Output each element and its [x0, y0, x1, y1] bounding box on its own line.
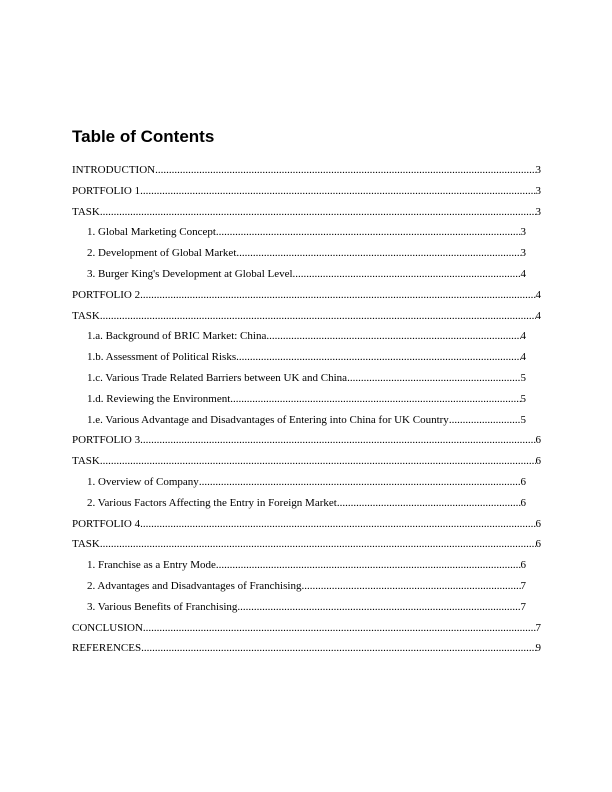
toc-entry-row: [72, 285, 541, 306]
toc-title: Table of Contents: [72, 127, 215, 146]
toc-entry[interactable]: [0, 410, 612, 431]
toc-entry[interactable]: [0, 493, 612, 514]
toc-entry-label: PORTFOLIO 3: [72, 434, 141, 447]
toc-entry-page-number: 7: [535, 621, 541, 634]
toc-entry-label: 1. Global Marketing Concept: [87, 226, 216, 239]
dot-leader: [140, 430, 535, 451]
toc-entry[interactable]: [0, 368, 612, 389]
dot-leader: [100, 202, 536, 223]
toc-entry-label: PORTFOLIO 1: [72, 184, 141, 197]
toc-entry-row: [87, 493, 526, 514]
toc-entry[interactable]: [0, 285, 612, 306]
dot-leader: [293, 264, 521, 285]
toc-entry-row: [72, 534, 541, 555]
toc-entry-label: REFERENCES: [72, 642, 142, 655]
toc-entry-row: [72, 618, 541, 639]
toc-entry-page-number: 6: [535, 434, 541, 447]
toc-entry-page-number: 5: [520, 371, 526, 384]
toc-entry[interactable]: [0, 326, 612, 347]
dot-leader: [216, 555, 521, 576]
toc-entry[interactable]: [0, 472, 612, 493]
toc-entry-page-number: 7: [520, 579, 526, 592]
dot-leader: [236, 243, 520, 264]
toc-entry-label: 1.d. Reviewing the Environment: [87, 392, 231, 405]
toc-entry[interactable]: [0, 555, 612, 576]
toc-entry[interactable]: [0, 430, 612, 451]
toc-entry-label: 3. Burger King's Development at Global Level: [87, 267, 293, 280]
dot-leader: [347, 368, 520, 389]
toc-entry-row: [87, 576, 526, 597]
toc-entry-page-number: 6: [520, 496, 526, 509]
toc-entry-page-number: 4: [520, 351, 526, 364]
toc-list: [0, 160, 612, 659]
toc-entry[interactable]: [0, 514, 612, 535]
toc-entry-page-number: 3: [520, 247, 526, 260]
toc-entry[interactable]: [0, 202, 612, 223]
dot-leader: [236, 347, 520, 368]
toc-entry-page-number: 6: [535, 455, 541, 468]
toc-entry-row: [87, 410, 526, 431]
toc-entry-row: [72, 514, 541, 535]
toc-entry-page-number: 3: [535, 184, 541, 197]
toc-entry-page-number: 5: [520, 413, 526, 426]
dot-leader: [449, 410, 521, 431]
toc-entry-row: [87, 597, 526, 618]
toc-entry-label: TASK: [72, 309, 100, 322]
toc-entry-page-number: 4: [535, 309, 541, 322]
toc-entry[interactable]: [0, 534, 612, 555]
toc-entry-label: CONCLUSION: [72, 621, 143, 634]
dot-leader: [266, 326, 520, 347]
toc-entry-label: 1. Overview of Company: [87, 475, 199, 488]
toc-entry-label: 1.a. Background of BRIC Market: China: [87, 330, 267, 343]
toc-entry-row: [87, 222, 526, 243]
dot-leader: [100, 306, 536, 327]
toc-entry-row: [87, 326, 526, 347]
dot-leader: [140, 181, 535, 202]
toc-entry[interactable]: [0, 638, 612, 659]
toc-entry-label: 1.b. Assessment of Political Risks: [87, 351, 237, 364]
toc-entry-row: [87, 555, 526, 576]
dot-leader: [216, 222, 521, 243]
toc-entry-page-number: 9: [535, 642, 541, 655]
dot-leader: [155, 160, 535, 181]
toc-entry-label: 1. Franchise as a Entry Mode: [87, 559, 216, 572]
dot-leader: [230, 389, 520, 410]
toc-entry-label: 2. Various Factors Affecting the Entry in Foreign Market: [87, 496, 337, 509]
toc-entry-row: [87, 243, 526, 264]
toc-entry-page-number: 4: [535, 288, 541, 301]
toc-entry-page-number: 3: [535, 205, 541, 218]
toc-entry-label: 2. Development of Global Market: [87, 247, 237, 260]
toc-entry[interactable]: [0, 306, 612, 327]
toc-entry[interactable]: [0, 243, 612, 264]
toc-entry[interactable]: [0, 347, 612, 368]
toc-entry-row: [72, 430, 541, 451]
toc-entry-row: [87, 389, 526, 410]
toc-entry-row: [87, 472, 526, 493]
toc-entry-row: [72, 160, 541, 181]
dot-leader: [237, 597, 520, 618]
toc-entry-row: [72, 202, 541, 223]
toc-entry-label: 1.c. Various Trade Related Barriers between UK and China: [87, 371, 348, 384]
dot-leader: [140, 285, 535, 306]
toc-entry-row: [72, 306, 541, 327]
toc-entry-page-number: 4: [520, 267, 526, 280]
toc-entry-row: [87, 347, 526, 368]
dot-leader: [141, 638, 535, 659]
toc-entry-page-number: 6: [520, 559, 526, 572]
dot-leader: [100, 451, 536, 472]
toc-entry-row: [72, 451, 541, 472]
toc-entry[interactable]: [0, 451, 612, 472]
toc-entry-page-number: 5: [520, 392, 526, 405]
toc-entry-label: 3. Various Benefits of Franchising: [87, 600, 238, 613]
dot-leader: [199, 472, 521, 493]
toc-entry-row: [87, 264, 526, 285]
toc-entry-row: [72, 181, 541, 202]
toc-entry[interactable]: [0, 264, 612, 285]
toc-entry[interactable]: [0, 389, 612, 410]
toc-entry[interactable]: [0, 576, 612, 597]
dot-leader: [140, 514, 535, 535]
dot-leader: [301, 576, 520, 597]
toc-entry-page-number: 3: [520, 226, 526, 239]
toc-entry-row: [72, 638, 541, 659]
toc-entry[interactable]: [0, 160, 612, 181]
toc-entry-page-number: 7: [520, 600, 526, 613]
toc-entry-label: TASK: [72, 205, 100, 218]
toc-entry-row: [87, 368, 526, 389]
toc-entry[interactable]: [0, 597, 612, 618]
toc-entry-label: 2. Advantages and Disadvantages of Franchising: [87, 579, 302, 592]
toc-entry-page-number: 6: [535, 517, 541, 530]
toc-entry-label: 1.e. Various Advantage and Disadvantages of Entering into China for UK Country: [87, 413, 449, 426]
toc-entry[interactable]: [0, 618, 612, 639]
dot-leader: [143, 618, 536, 639]
toc-entry-label: PORTFOLIO 2: [72, 288, 141, 301]
toc-entry-page-number: 4: [520, 330, 526, 343]
dot-leader: [100, 534, 536, 555]
toc-entry-label: PORTFOLIO 4: [72, 517, 141, 530]
toc-entry-label: INTRODUCTION: [72, 164, 156, 176]
toc-entry-label: TASK: [72, 538, 100, 551]
toc-entry-page-number: 3: [535, 164, 541, 176]
dot-leader: [337, 493, 521, 514]
toc-entry[interactable]: [0, 222, 612, 243]
toc-entry[interactable]: [0, 181, 612, 202]
toc-entry-label: TASK: [72, 455, 100, 468]
toc-entry-page-number: 6: [520, 475, 526, 488]
toc-entry-page-number: 6: [535, 538, 541, 551]
